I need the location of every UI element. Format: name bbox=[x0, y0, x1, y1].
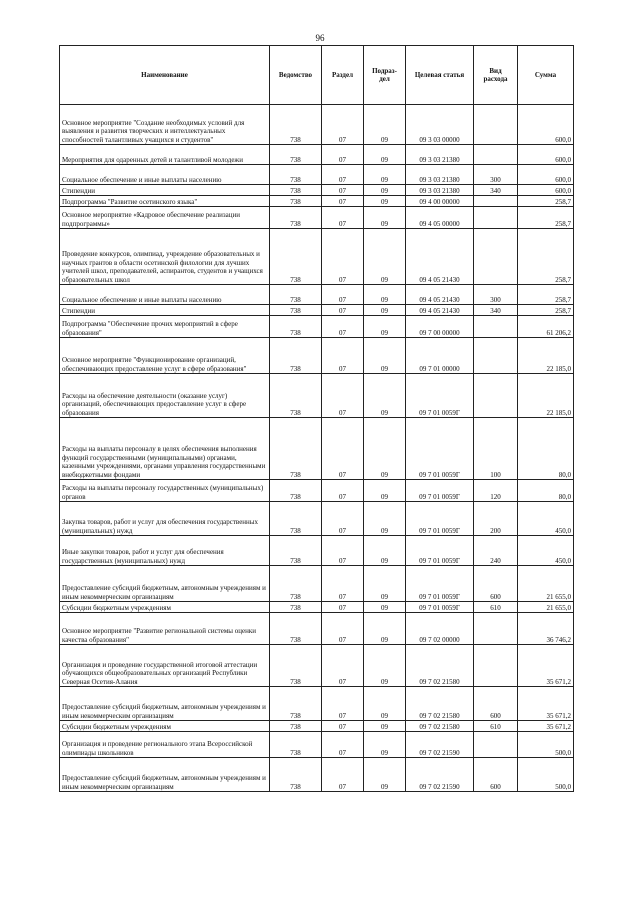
table-row bbox=[60, 185, 574, 196]
row-section: 07 bbox=[322, 374, 364, 418]
row-target: 09 7 01 0059Г bbox=[406, 566, 474, 602]
row-section: 07 bbox=[322, 207, 364, 229]
row-name: Предоставление субсидий бюджетным, автономным учреждениям и иным некоммерческим организациям bbox=[60, 758, 270, 792]
row-type bbox=[474, 229, 518, 285]
row-type bbox=[474, 145, 518, 165]
row-section: 07 bbox=[322, 316, 364, 338]
row-dept: 738 bbox=[270, 687, 322, 721]
row-sum: 258,7 bbox=[518, 229, 574, 285]
row-sum: 600,0 bbox=[518, 145, 574, 165]
header-target: Целевая статья bbox=[406, 46, 474, 105]
table-row bbox=[60, 732, 574, 758]
row-target: 09 4 00 00000 bbox=[406, 196, 474, 207]
row-subsection: 09 bbox=[364, 602, 406, 613]
row-subsection: 09 bbox=[364, 418, 406, 480]
row-name: Основное мероприятие "Развитие региональной системы оценки качества образования" bbox=[60, 613, 270, 645]
row-subsection: 09 bbox=[364, 645, 406, 687]
row-subsection: 09 bbox=[364, 338, 406, 374]
row-dept: 738 bbox=[270, 338, 322, 374]
row-sum: 600,0 bbox=[518, 165, 574, 185]
row-subsection: 09 bbox=[364, 758, 406, 792]
row-dept: 738 bbox=[270, 536, 322, 566]
row-dept: 738 bbox=[270, 645, 322, 687]
row-subsection: 09 bbox=[364, 613, 406, 645]
row-type bbox=[474, 732, 518, 758]
row-name: Социальное обеспечение и иные выплаты населению bbox=[60, 285, 270, 305]
table-row bbox=[60, 285, 574, 305]
row-sum: 22 185,0 bbox=[518, 374, 574, 418]
table-row bbox=[60, 418, 574, 480]
row-section: 07 bbox=[322, 196, 364, 207]
row-section: 07 bbox=[322, 687, 364, 721]
row-dept: 738 bbox=[270, 165, 322, 185]
table-row bbox=[60, 305, 574, 316]
table-row bbox=[60, 687, 574, 721]
row-target: 09 4 05 21430 bbox=[406, 285, 474, 305]
row-type: 120 bbox=[474, 480, 518, 502]
row-section: 07 bbox=[322, 229, 364, 285]
row-sum: 22 185,0 bbox=[518, 338, 574, 374]
row-type: 600 bbox=[474, 687, 518, 721]
row-sum: 600,0 bbox=[518, 185, 574, 196]
table-row bbox=[60, 613, 574, 645]
table-row bbox=[60, 207, 574, 229]
row-subsection: 09 bbox=[364, 316, 406, 338]
row-sum: 258,7 bbox=[518, 207, 574, 229]
row-sum: 600,0 bbox=[518, 105, 574, 145]
header-type: Вид расхода bbox=[474, 46, 518, 105]
table-row bbox=[60, 105, 574, 145]
row-section: 07 bbox=[322, 502, 364, 536]
row-section: 07 bbox=[322, 536, 364, 566]
table-row bbox=[60, 165, 574, 185]
table-row bbox=[60, 566, 574, 602]
row-target: 09 7 01 0059Г bbox=[406, 602, 474, 613]
row-dept: 738 bbox=[270, 374, 322, 418]
table-row bbox=[60, 145, 574, 165]
row-dept: 738 bbox=[270, 502, 322, 536]
row-dept: 738 bbox=[270, 229, 322, 285]
row-name: Подпрограмма "Обеспечение прочих мероприятий в сфере образования" bbox=[60, 316, 270, 338]
row-name: Стипендии bbox=[60, 305, 270, 316]
row-sum: 258,7 bbox=[518, 196, 574, 207]
row-name: Основное мероприятие «Кадровое обеспечение реализации подпрограммы» bbox=[60, 207, 270, 229]
row-target: 09 7 01 0059Г bbox=[406, 418, 474, 480]
row-sum: 258,7 bbox=[518, 305, 574, 316]
row-name: Основное мероприятие "Создание необходимых условий для выявления и развития творческих и интеллектуальных способностей талантливых учащихся и студентов" bbox=[60, 105, 270, 145]
page-number: 96 bbox=[315, 33, 325, 43]
row-name: Расходы на обеспечение деятельности (оказание услуг) организаций, обеспечивающих предоставление услуг в сфере образования bbox=[60, 374, 270, 418]
row-section: 07 bbox=[322, 613, 364, 645]
budget-table bbox=[59, 45, 574, 792]
row-section: 07 bbox=[322, 165, 364, 185]
row-sum: 500,0 bbox=[518, 758, 574, 792]
row-sum: 35 671,2 bbox=[518, 687, 574, 721]
row-target: 09 3 03 21380 bbox=[406, 185, 474, 196]
row-section: 07 bbox=[322, 338, 364, 374]
table-row bbox=[60, 316, 574, 338]
header-dept: Ведомство bbox=[270, 46, 322, 105]
row-dept: 738 bbox=[270, 566, 322, 602]
row-subsection: 09 bbox=[364, 285, 406, 305]
row-type bbox=[474, 207, 518, 229]
row-dept: 738 bbox=[270, 480, 322, 502]
row-type: 340 bbox=[474, 185, 518, 196]
row-subsection: 09 bbox=[364, 687, 406, 721]
row-target: 09 7 02 00000 bbox=[406, 613, 474, 645]
row-subsection: 09 bbox=[364, 480, 406, 502]
row-name: Основное мероприятие "Функционирование организаций, обеспечивающих предоставление услуг в сфере образования" bbox=[60, 338, 270, 374]
row-dept: 738 bbox=[270, 285, 322, 305]
row-type: 240 bbox=[474, 536, 518, 566]
row-name: Закупка товаров, работ и услуг для обеспечения государственных (муниципальных) нужд bbox=[60, 502, 270, 536]
row-name: Субсидии бюджетным учреждениям bbox=[60, 721, 270, 732]
row-name: Социальное обеспечение и иные выплаты населению bbox=[60, 165, 270, 185]
row-name: Стипендии bbox=[60, 185, 270, 196]
row-subsection: 09 bbox=[364, 229, 406, 285]
row-section: 07 bbox=[322, 285, 364, 305]
row-subsection: 09 bbox=[364, 105, 406, 145]
row-sum: 450,0 bbox=[518, 502, 574, 536]
row-target: 09 7 02 21590 bbox=[406, 732, 474, 758]
row-name: Субсидии бюджетным учреждениям bbox=[60, 602, 270, 613]
row-target: 09 4 05 00000 bbox=[406, 207, 474, 229]
header-name: Наименование bbox=[60, 46, 270, 105]
row-type: 610 bbox=[474, 602, 518, 613]
row-section: 07 bbox=[322, 480, 364, 502]
row-dept: 738 bbox=[270, 105, 322, 145]
row-dept: 738 bbox=[270, 316, 322, 338]
row-dept: 738 bbox=[270, 602, 322, 613]
row-name: Расходы на выплаты персоналу государственных (муниципальных) органов bbox=[60, 480, 270, 502]
row-dept: 738 bbox=[270, 732, 322, 758]
row-dept: 738 bbox=[270, 758, 322, 792]
row-target: 09 7 02 21580 bbox=[406, 721, 474, 732]
row-type bbox=[474, 374, 518, 418]
row-type: 100 bbox=[474, 418, 518, 480]
table-row bbox=[60, 196, 574, 207]
row-target: 09 7 02 21590 bbox=[406, 758, 474, 792]
table-row bbox=[60, 721, 574, 732]
table-row bbox=[60, 502, 574, 536]
row-name: Предоставление субсидий бюджетным, автономным учреждениям и иным некоммерческим организациям bbox=[60, 687, 270, 721]
row-dept: 738 bbox=[270, 721, 322, 732]
row-subsection: 09 bbox=[364, 374, 406, 418]
row-subsection: 09 bbox=[364, 185, 406, 196]
row-sum: 500,0 bbox=[518, 732, 574, 758]
table-header-row bbox=[60, 46, 574, 105]
row-section: 07 bbox=[322, 185, 364, 196]
table-row bbox=[60, 480, 574, 502]
row-sum: 80,0 bbox=[518, 418, 574, 480]
row-name: Проведение конкурсов, олимпиад, учреждение образовательных и научных грантов в области осетинской филологии для лучших учителей школ, преподавателей, аспирантов, студентов и учащихся образовательных школ bbox=[60, 229, 270, 285]
table-row bbox=[60, 602, 574, 613]
row-section: 07 bbox=[322, 645, 364, 687]
row-subsection: 09 bbox=[364, 732, 406, 758]
row-target: 09 7 02 21580 bbox=[406, 687, 474, 721]
row-target: 09 3 03 00000 bbox=[406, 105, 474, 145]
row-name: Организация и проведение регионального этапа Всероссийской олимпиады школьников bbox=[60, 732, 270, 758]
row-subsection: 09 bbox=[364, 536, 406, 566]
row-section: 07 bbox=[322, 602, 364, 613]
row-target: 09 7 01 00000 bbox=[406, 338, 474, 374]
row-sum: 35 671,2 bbox=[518, 645, 574, 687]
row-sum: 450,0 bbox=[518, 536, 574, 566]
row-type bbox=[474, 196, 518, 207]
row-subsection: 09 bbox=[364, 165, 406, 185]
row-target: 09 3 03 21380 bbox=[406, 165, 474, 185]
row-dept: 738 bbox=[270, 145, 322, 165]
row-target: 09 7 02 21580 bbox=[406, 645, 474, 687]
row-dept: 738 bbox=[270, 418, 322, 480]
row-dept: 738 bbox=[270, 305, 322, 316]
row-type bbox=[474, 645, 518, 687]
row-subsection: 09 bbox=[364, 502, 406, 536]
table-row bbox=[60, 338, 574, 374]
row-subsection: 09 bbox=[364, 196, 406, 207]
row-target: 09 7 01 0059Г bbox=[406, 536, 474, 566]
row-type bbox=[474, 316, 518, 338]
row-target: 09 7 00 00000 bbox=[406, 316, 474, 338]
row-dept: 738 bbox=[270, 207, 322, 229]
row-section: 07 bbox=[322, 145, 364, 165]
table-row bbox=[60, 645, 574, 687]
table-row bbox=[60, 229, 574, 285]
row-type bbox=[474, 105, 518, 145]
table-row bbox=[60, 374, 574, 418]
row-section: 07 bbox=[322, 732, 364, 758]
row-subsection: 09 bbox=[364, 207, 406, 229]
row-type bbox=[474, 338, 518, 374]
table-row bbox=[60, 536, 574, 566]
row-name: Предоставление субсидий бюджетным, автономным учреждениям и иным некоммерческим организациям bbox=[60, 566, 270, 602]
row-type: 600 bbox=[474, 758, 518, 792]
row-name: Мероприятия для одаренных детей и талантливой молодежи bbox=[60, 145, 270, 165]
row-section: 07 bbox=[322, 105, 364, 145]
row-target: 09 3 03 21380 bbox=[406, 145, 474, 165]
row-subsection: 09 bbox=[364, 145, 406, 165]
row-sum: 61 206,2 bbox=[518, 316, 574, 338]
header-sum: Сумма bbox=[518, 46, 574, 105]
row-sum: 35 671,2 bbox=[518, 721, 574, 732]
row-target: 09 7 01 0059Г bbox=[406, 374, 474, 418]
row-sum: 80,0 bbox=[518, 480, 574, 502]
row-name: Подпрограмма "Развитие осетинского языка" bbox=[60, 196, 270, 207]
header-section: Раздел bbox=[322, 46, 364, 105]
row-name: Иные закупки товаров, работ и услуг для обеспечения государственных (муниципальных) нужд bbox=[60, 536, 270, 566]
row-type: 300 bbox=[474, 285, 518, 305]
row-type: 610 bbox=[474, 721, 518, 732]
row-subsection: 09 bbox=[364, 305, 406, 316]
table-row bbox=[60, 758, 574, 792]
row-section: 07 bbox=[322, 758, 364, 792]
row-section: 07 bbox=[322, 566, 364, 602]
row-type: 600 bbox=[474, 566, 518, 602]
row-sum: 36 746,2 bbox=[518, 613, 574, 645]
row-section: 07 bbox=[322, 418, 364, 480]
row-dept: 738 bbox=[270, 196, 322, 207]
header-subsection: Подраз- дел bbox=[364, 46, 406, 105]
row-name: Расходы на выплаты персоналу в целях обеспечения выполнения функций государственными (муниципальными) органами, казенными учреждениями, органами управления государственными внебюджетными фондами bbox=[60, 418, 270, 480]
row-subsection: 09 bbox=[364, 721, 406, 732]
row-dept: 738 bbox=[270, 185, 322, 196]
row-sum: 21 655,0 bbox=[518, 602, 574, 613]
row-sum: 258,7 bbox=[518, 285, 574, 305]
row-target: 09 4 05 21430 bbox=[406, 305, 474, 316]
row-section: 07 bbox=[322, 721, 364, 732]
row-type: 300 bbox=[474, 165, 518, 185]
row-sum: 21 655,0 bbox=[518, 566, 574, 602]
row-section: 07 bbox=[322, 305, 364, 316]
row-type bbox=[474, 613, 518, 645]
row-type: 340 bbox=[474, 305, 518, 316]
row-target: 09 7 01 0059Г bbox=[406, 480, 474, 502]
row-type: 200 bbox=[474, 502, 518, 536]
row-dept: 738 bbox=[270, 613, 322, 645]
row-target: 09 4 05 21430 bbox=[406, 229, 474, 285]
row-subsection: 09 bbox=[364, 566, 406, 602]
row-target: 09 7 01 0059Г bbox=[406, 502, 474, 536]
row-name: Организация и проведение государственной итоговой аттестации обучающихся общеобразовательных организаций Республики Северная Осетия-Алания bbox=[60, 645, 270, 687]
